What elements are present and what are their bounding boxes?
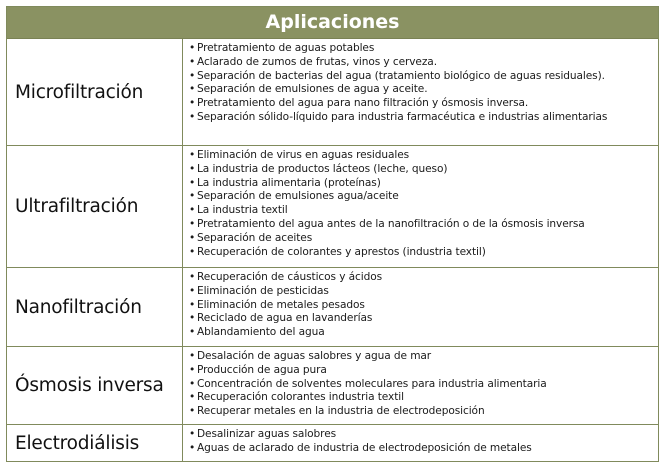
list-item: • Producción de agua pura	[189, 363, 327, 376]
row-label: Electrodiálisis	[7, 425, 183, 461]
list-item: • Pretratamiento de aguas potables	[189, 42, 375, 54]
row-label: Microfiltración	[7, 39, 183, 145]
list-item: • Aguas de aclarado de industria de electrodeposición de metales	[189, 441, 532, 454]
table-row-osmosis-inversa	[7, 347, 658, 425]
row-items	[183, 39, 658, 145]
table-row-electrodialisis	[7, 425, 658, 461]
list-item: • Separación de emulsiones de agua y aceite.	[189, 83, 428, 96]
list-item: • Desalinizar aguas salobres	[189, 428, 337, 440]
applications-table	[6, 6, 659, 462]
list-item: • Ablandamiento del agua	[189, 326, 325, 339]
list-item: • Concentración de solventes moleculares para industria alimentaria	[189, 377, 547, 390]
list-item: • Pretratamiento del agua para nano filtración y ósmosis inversa.	[189, 97, 529, 110]
row-items	[183, 425, 658, 461]
list-item: • Recuperación de cáusticos y ácidos	[189, 271, 383, 283]
list-item: • Separación de bacterias del agua (tratamiento biológico de aguas residuales).	[189, 69, 605, 82]
row-items	[183, 268, 658, 346]
table-row-microfiltracion	[7, 39, 658, 146]
list-item: • Eliminación de metales pesados	[189, 298, 365, 311]
list-item: • Reciclado de agua en lavanderías	[189, 312, 373, 325]
list-item: • Separación de emulsiones agua/aceite	[189, 190, 399, 203]
row-label: Ultrafiltración	[7, 146, 183, 267]
list-item: • Desalación de aguas salobres y agua de mar	[189, 350, 432, 362]
row-label: Ósmosis inversa	[7, 347, 183, 424]
list-item: • Recuperación colorantes industria textil	[189, 391, 404, 404]
list-item: • La industria textil	[189, 204, 288, 217]
list-item: • Recuperación de colorantes y aprestos (industria textil)	[189, 245, 486, 258]
table-row-nanofiltracion	[7, 268, 658, 347]
list-item: • Separación de aceites	[189, 231, 313, 244]
list-item: • Eliminación de virus en aguas residuales	[189, 149, 410, 161]
table-row-ultrafiltracion	[7, 146, 658, 268]
row-items	[183, 146, 658, 267]
list-item: • La industria alimentaria (proteínas)	[189, 176, 381, 189]
list-item: • Aclarado de zumos de frutas, vinos y cerveza.	[189, 55, 437, 68]
list-item: • Eliminación de pesticidas	[189, 284, 329, 297]
row-items	[183, 347, 658, 424]
list-item: • La industria de productos lácteos (leche, queso)	[189, 162, 448, 175]
row-label: Nanofiltración	[7, 268, 183, 346]
list-item: • Separación sólido-líquido para industria farmacéutica e industrias alimentarias	[189, 110, 608, 123]
list-item: • Pretratamiento del agua antes de la nanofiltración o de la ósmosis inversa	[189, 217, 585, 230]
table-header: Aplicaciones	[7, 7, 658, 39]
list-item: • Recuperar metales en la industria de electrodeposición	[189, 405, 485, 418]
